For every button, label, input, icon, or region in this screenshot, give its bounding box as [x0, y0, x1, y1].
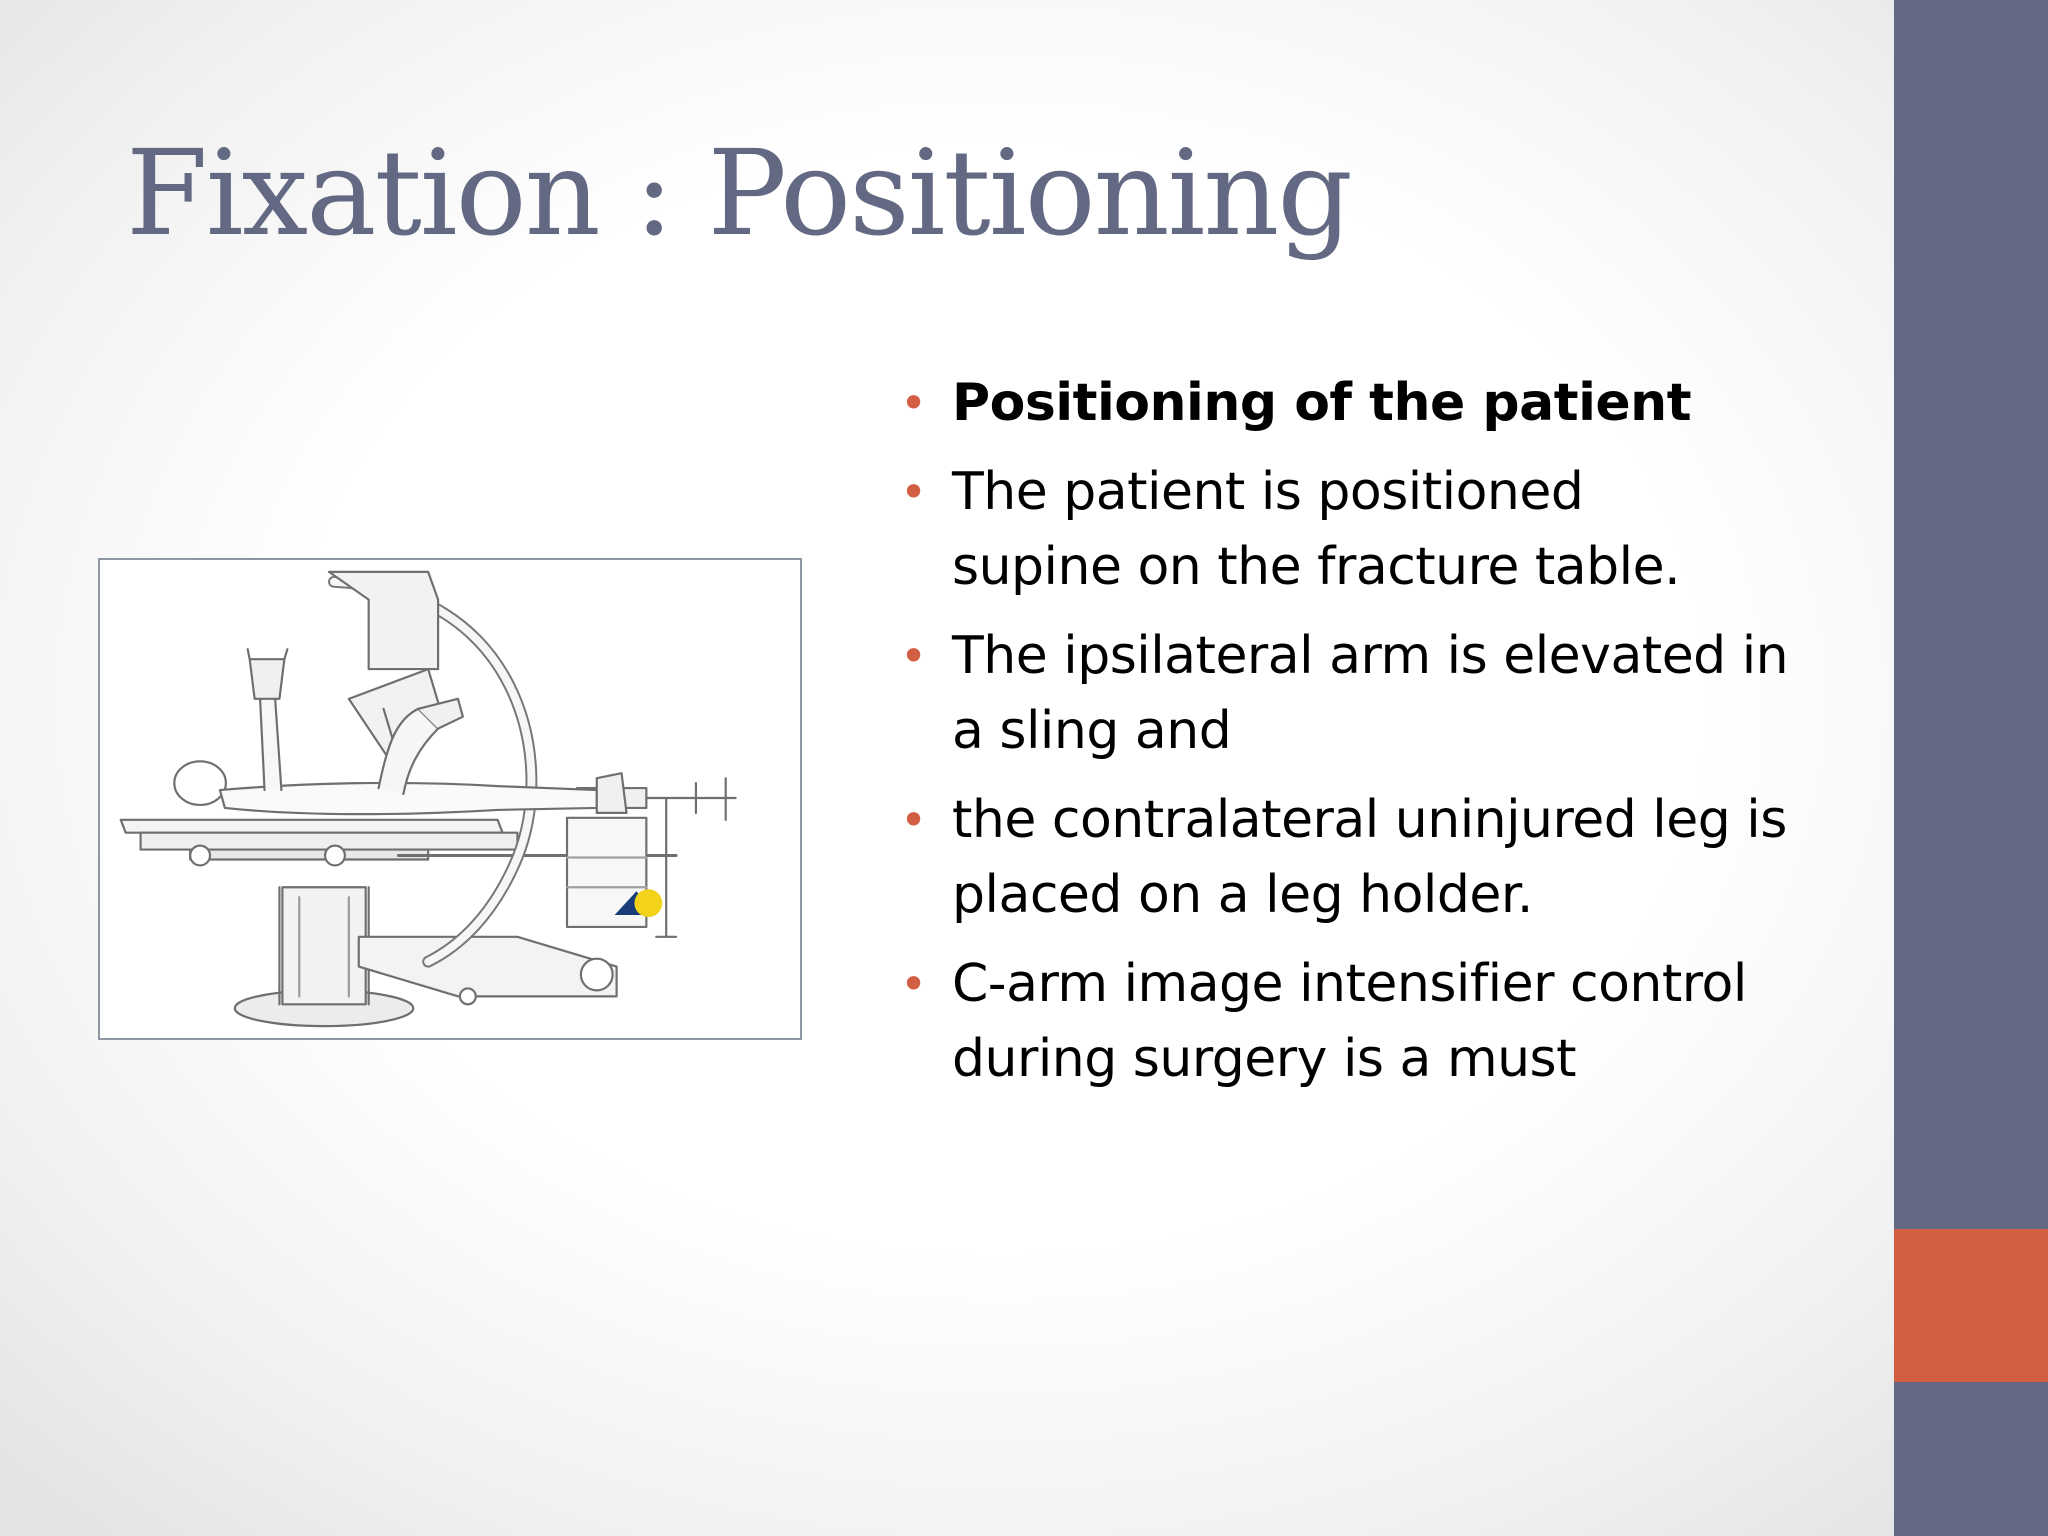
patient-positioning-illustration [100, 560, 800, 1038]
bullet-icon: • [900, 793, 927, 847]
bullet-item [896, 947, 1856, 1097]
bullet-list [896, 366, 1856, 1111]
figure [98, 558, 802, 1040]
bullet-text: placed on a leg holder. [952, 865, 1533, 925]
bullet-text: The ipsilateral arm is elevated in [952, 626, 1789, 686]
bullet-item [896, 366, 1856, 441]
slide-title: Fixation : Positioning [126, 124, 1351, 262]
bullet-text: a sling and [952, 701, 1232, 761]
bullet-item [896, 455, 1856, 605]
bullet-icon: • [900, 465, 927, 519]
bullet-text: C-arm image intensifier control [952, 954, 1747, 1014]
bullet-text: the contralateral uninjured leg is [952, 790, 1787, 850]
bullet-icon: • [900, 957, 927, 1011]
bullet-text: during surgery is a must [952, 1029, 1577, 1089]
bullet-item [896, 619, 1856, 769]
bullet-text: The patient is positioned [952, 462, 1584, 522]
bullet-item [896, 783, 1856, 933]
bullet-icon: • [900, 629, 927, 683]
bullet-text: Positioning of the patient [952, 373, 1692, 433]
bullet-icon: • [900, 376, 927, 430]
bullet-text: supine on the fracture table. [952, 537, 1681, 597]
side-accent [1894, 1229, 2048, 1382]
